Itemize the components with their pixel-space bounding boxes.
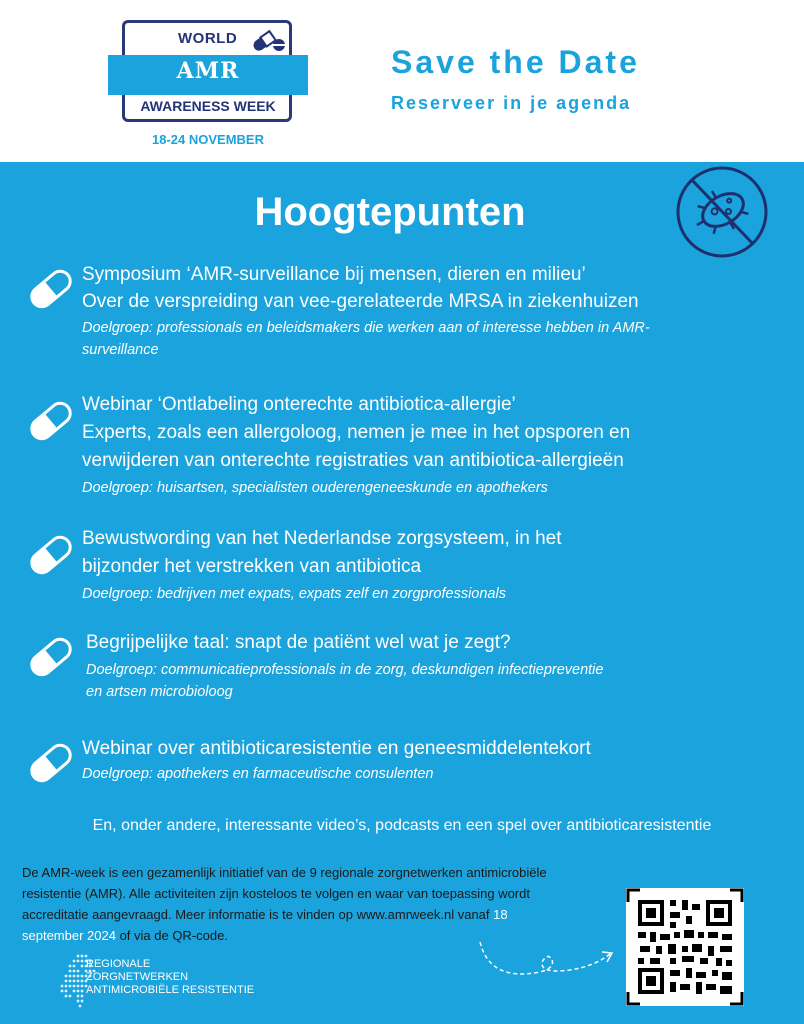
- pill-icon: [251, 29, 287, 55]
- highlight-line: Bewustwording van het Nederlandse zorgsysteem, in het: [82, 528, 562, 549]
- highlight-audience: Doelgroep: communicatieprofessionals in de zorg, deskundigen infectiepreventie: [86, 662, 604, 678]
- highlight-audience: en artsen microbioloog: [86, 684, 233, 700]
- logo-amr: AMR: [176, 58, 240, 84]
- highlight-audience: surveillance: [82, 342, 159, 358]
- org-logo: [58, 952, 318, 1012]
- highlight-audience: Doelgroep: apothekers en farmaceutische consulenten: [82, 766, 434, 782]
- amr-week-logo: [108, 20, 308, 148]
- pill-icon: [26, 532, 76, 578]
- footer-text-end: of via de QR-code.: [115, 928, 228, 943]
- logo-dates: 18-24 NOVEMBER: [152, 132, 264, 147]
- highlight-line: Webinar ‘Ontlabeling onterechte antibiotica-allergie’: [82, 394, 516, 415]
- logo-week: AWARENESS WEEK: [140, 98, 276, 114]
- save-the-date-subtitle: Reserveer in je agenda: [391, 93, 632, 113]
- page-heading: Hoogtepunten: [254, 190, 526, 234]
- highlight-audience: Doelgroep: professionals en beleidsmakers die werken aan of interesse hebben in AMR-: [82, 320, 650, 336]
- pill-icon: [26, 634, 76, 680]
- pill-icon: [26, 266, 76, 312]
- dashed-arrow-icon: [470, 932, 620, 992]
- highlight-line: Experts, zoals een allergoloog, nemen je mee in het opsporen en: [82, 422, 631, 443]
- footer-date: 18 september 2024: [22, 907, 508, 943]
- org-name-line: REGIONALE: [86, 958, 151, 970]
- header: [0, 0, 804, 162]
- highlight-audience: Doelgroep: huisartsen, specialisten ouderengeneeskunde en apothekers: [82, 480, 548, 496]
- pill-icon: [26, 398, 76, 444]
- highlight-line: verwijderen van onterechte registraties van antibiotica-allergieën: [82, 450, 624, 471]
- highlight-line: Over de verspreiding van vee-gerelateerde MRSA in ziekenhuizen: [82, 291, 639, 312]
- qr-code-icon[interactable]: [626, 888, 744, 1006]
- logo-world: WORLD: [178, 30, 238, 47]
- pill-icon: [26, 740, 76, 786]
- org-name-line: ZORGNETWERKEN: [86, 971, 189, 983]
- highlight-line: Begrijpelijke taal: snapt de patiënt wel wat je zegt?: [86, 632, 511, 653]
- footer-text-body: De AMR-week is een gezamenlijk initiatief van de 9 regionale zorgnetwerken antimicrobiële resistentie (AMR). Alle activiteiten zijn kosteloos te volgen en waar van toepassing wordt accreditatie aangevraagd. Meer informatie is te vinden op www.amrweek.nl vanaf: [22, 865, 547, 922]
- highlights-section: [0, 162, 804, 1024]
- extra-content-note: En, onder andere, interessante video’s, podcasts en een spel over antibioticaresistentie: [92, 817, 712, 834]
- org-name-line: ANTIMICROBIËLE RESISTENTIE: [86, 984, 255, 996]
- highlight-line: Symposium ‘AMR-surveillance bij mensen, dieren en milieu’: [82, 264, 586, 285]
- highlight-line: Webinar over antibioticaresistentie en geneesmiddelentekort: [82, 738, 591, 759]
- highlight-line: bijzonder het verstrekken van antibiotica: [82, 556, 422, 577]
- save-the-date-title: Save the Date: [391, 44, 640, 80]
- highlight-audience: Doelgroep: bedrijven met expats, expats zelf en zorgprofessionals: [82, 586, 506, 602]
